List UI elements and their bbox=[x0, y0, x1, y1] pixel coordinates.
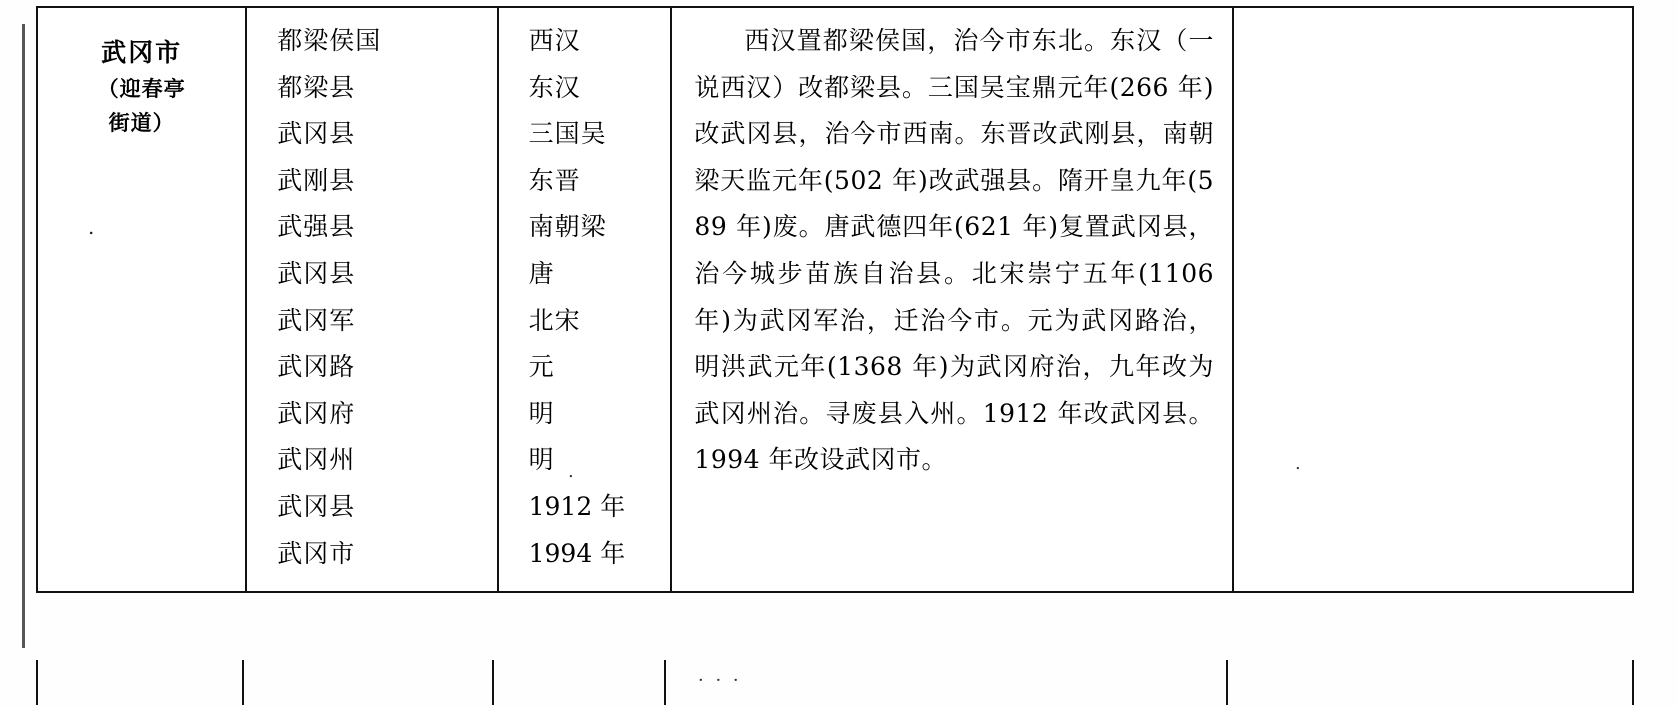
cell-description bbox=[671, 7, 1233, 592]
scan-mid-dot-artifact: . bbox=[568, 461, 574, 482]
list-item: 元 bbox=[528, 352, 555, 382]
description-text: 西汉置都梁侯国，治今市东北。东汉（一说西汉）改都梁县。三国吴宝鼎元年(266 年)改武冈县，治今市西南。东晋改武刚县，南朝梁天监元年(502 年)改武强县。隋开皇九年(589 年)废。唐武德四年(621 年)复置武冈县，治今城步苗族自治县。北宋崇宁五年(1106 年)为武冈军治，迁治今市。元为武冈路治，明洪武元年(1368 年)为武冈府治，九年改为武冈州治。寻废县入州。1912 年改武冈县。1994 年改设武冈市。 bbox=[694, 26, 1215, 475]
list-item: 1994 年 bbox=[528, 538, 626, 568]
list-item: 武冈军 bbox=[277, 305, 356, 335]
place-name: 武冈市 bbox=[101, 38, 183, 67]
list-item: 武强县 bbox=[277, 212, 356, 242]
list-item: 武冈府 bbox=[277, 398, 356, 428]
list-item: 武冈路 bbox=[277, 352, 356, 382]
list-item: 三国吴 bbox=[528, 119, 607, 149]
history-table bbox=[36, 6, 1634, 593]
list-item: 明 bbox=[528, 398, 555, 428]
list-item: 1912 年 bbox=[528, 491, 626, 521]
scan-edge-line bbox=[22, 24, 25, 648]
table-row bbox=[37, 7, 1633, 592]
list-item: 东晋 bbox=[528, 165, 581, 195]
scan-right-dot-artifact: . bbox=[1295, 453, 1301, 474]
period-list bbox=[507, 18, 663, 577]
list-item: 武冈县 bbox=[277, 119, 356, 149]
place-subname-open: （迎春亭 bbox=[97, 75, 186, 101]
list-item: 东汉 bbox=[528, 72, 581, 102]
cell-names bbox=[246, 7, 497, 592]
list-item: 北宋 bbox=[528, 305, 581, 335]
list-item: 明 bbox=[528, 445, 555, 475]
cell-note bbox=[1233, 7, 1633, 592]
list-item: 武冈县 bbox=[277, 491, 356, 521]
cell-place bbox=[37, 7, 246, 592]
list-item: 都梁侯国 bbox=[277, 26, 382, 55]
list-item: 武冈县 bbox=[277, 258, 356, 288]
list-item: 武冈市 bbox=[277, 538, 356, 568]
cell-periods bbox=[498, 7, 672, 592]
list-item: 西汉 bbox=[528, 26, 581, 55]
list-item: 武刚县 bbox=[277, 165, 356, 195]
list-item: 南朝梁 bbox=[528, 212, 607, 242]
scan-dots-artifact: · · · bbox=[698, 670, 742, 691]
place-subname-close: 街道） bbox=[108, 110, 175, 136]
next-row-partial bbox=[36, 660, 1634, 705]
list-item: 武冈州 bbox=[277, 445, 356, 475]
list-item: 唐 bbox=[528, 258, 555, 288]
name-list bbox=[255, 18, 488, 577]
scan-dot-artifact: . bbox=[88, 214, 95, 239]
list-item: 都梁县 bbox=[277, 72, 356, 102]
